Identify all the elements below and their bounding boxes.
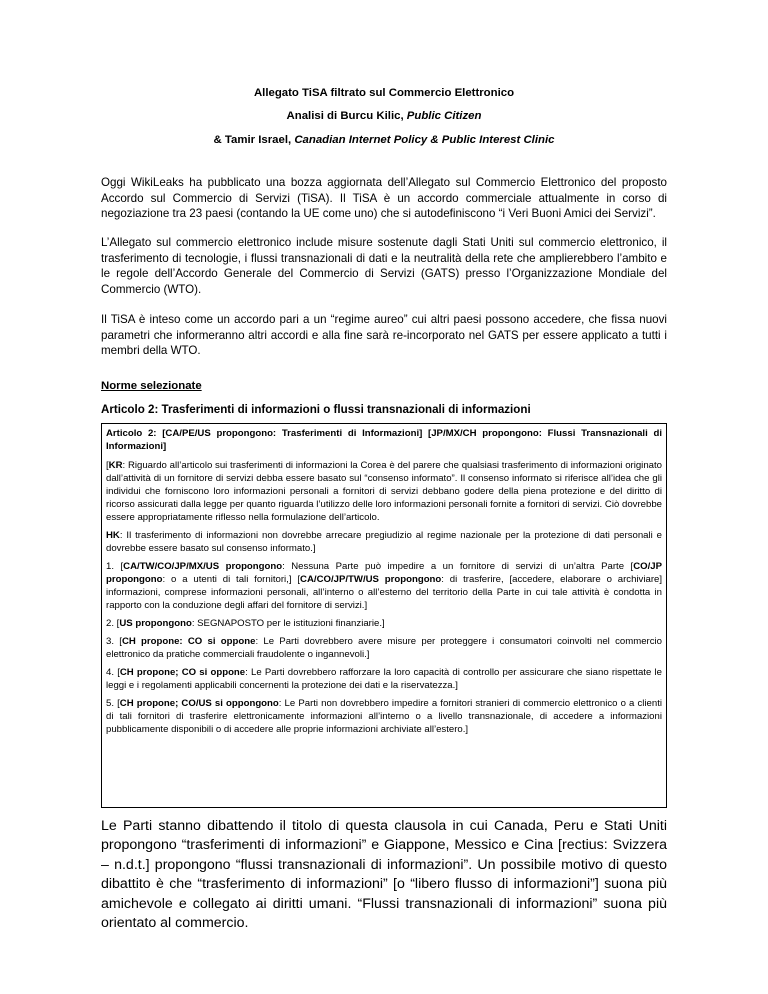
author-2: & Tamir Israel, bbox=[213, 134, 295, 146]
clause-2-proposers: US propongono bbox=[119, 618, 192, 629]
clause-1 bbox=[106, 560, 662, 612]
clause-2-number: 2. [ bbox=[106, 618, 120, 629]
hk-note bbox=[106, 529, 662, 555]
clause-4-number: 4. [ bbox=[106, 667, 120, 678]
kr-tag: KR bbox=[108, 460, 123, 471]
clause-4 bbox=[106, 666, 662, 692]
intro-paragraph-3: Il TiSA è inteso come un accordo pari a un “regime aureo” cui altri paesi possono accedere, che fissa nuovi parametri che informeranno altri accordi e alla fine sarà re-incorporato nel GATS per essere applicato a tutti i membri della WTO. bbox=[101, 313, 667, 358]
clause-5-proposers: CH propone; CO/US si oppongono bbox=[119, 698, 279, 709]
author-1: Analisi di Burcu Kilic, bbox=[286, 110, 407, 122]
clause-5 bbox=[106, 697, 662, 736]
clause-3-proposers: CH propone: CO si oppone bbox=[121, 636, 256, 647]
intro-paragraph-1: Oggi WikiLeaks ha pubblicato una bozza aggiornata dell’Allegato sul Commercio Elettronico del proposto Accordo sul Commercio di Servizi (TiSA). Il TiSA è un accordo commerciale attualmente in corso di negoziazione tra 23 paesi (contando la UE come uno) che si autodefiniscono “i Veri Buoni Amici dei Servizi”. bbox=[101, 176, 667, 221]
kr-note: [KR: Riguardo all’articolo sui trasferimenti di informazioni la Corea è del parere che qualsiasi trasferimento di informazioni originato dall’attività di un fornitore di servizi debba essere basato sul “consenso informato”. Il consenso informato si riferisce all’idea che gli individui che forniscono loro informazioni personali a fornitori di servizi debbano godere della piena protezione e del diritto di ricorso assicurati dalla legge per quanto riguarda l’utilizzo delle loro informazioni personali fornite a fornitori di servizi. Ciò dovrebbe essere appropriatamente riflesso nella formulazione dell’articolo. bbox=[106, 460, 662, 523]
kr-text: : Riguardo all’articolo sui trasferimenti di informazioni la Corea è del parere che qualsiasi trasferimento di informazioni originato dall’attività di un fornitore di servizi debba essere basato sul “consenso informato”. Il consenso informato si riferisce all’idea che gli individui che forniscono loro informazioni personali a fornitori di servizi debbano godere della piena protezione e del diritto di ricorso assicurati dalla legge per quanto riguarda l’utilizzo delle loro informazioni personali fornite a fornitori di servizi. Ciò dovrebbe essere appropriatamente riflesso nella formulazione dell’articolo. bbox=[106, 460, 662, 523]
clause-3 bbox=[106, 635, 662, 661]
clause-1-text-c: : di trasferire, [accedere, elaborare o archiviare] informazioni, comprese informazioni personali, all’interno o all’esterno del territorio della Parte in cui tale attività è condotta in rapporto con la conduzione degli affari del fornitore di servizi.] bbox=[106, 574, 663, 611]
closing-paragraph: Le Parti stanno dibattendo il titolo di questa clausola in cui Canada, Peru e Stati Uniti propongono “trasferimenti di informazioni” e Giappone, Messico e Cina [rectius: Svizzera – n.d.t.] propongono “flussi transnazionali di informazioni”. Un possibile motivo di questo dibattito è che “trasferimento di informazioni” [o “libero flusso di informazioni”] suona più amichevole e collegato ai diritti umani. “Flussi transnazionali di informazioni” suona più orientato al commercio. bbox=[101, 818, 667, 932]
section-title: Norme selezionate bbox=[101, 380, 202, 392]
hk-text: : Il trasferimento di informazioni non dovrebbe arrecare pregiudizio al regime nazionale per la protezione di dati personali e dovrebbe essere basato sul consenso informato.] bbox=[106, 530, 662, 554]
article-text-box bbox=[101, 423, 667, 808]
clause-4-proposers: CH propone; CO si oppone bbox=[119, 667, 246, 678]
clause-1-text-a: : Nessuna Parte può impedire a un fornitore di servizi di un’altra Parte [ bbox=[282, 561, 634, 572]
clause-4-text: : Le Parti dovrebbero rafforzare la loro capacità di controllo per assicurare che siano rispettate le leggi e i regolamenti applicabili concernenti la protezione dei dati e la riservatezza.] bbox=[106, 667, 662, 691]
clause-1-proposers-2: CO/JP propongono bbox=[106, 561, 662, 585]
clause-1-proposers: CA/TW/CO/JP/MX/US propongono bbox=[123, 561, 283, 572]
intro-paragraph-2: L’Allegato sul commercio elettronico include misure sostenute dagli Stati Uniti sul commercio elettronico, il trasferimento di tecnologie, i flussi transnazionali di dati e la neutralità della rete che amplierebbero l’ambito e le regole dell’Accordo Generale del Commercio di Servizi (GATS) presso l’Organizzazione Mondiale del Commercio (WTO). bbox=[101, 236, 667, 296]
hk-tag: HK bbox=[106, 530, 120, 541]
clause-5-number: 5. [ bbox=[106, 698, 120, 709]
clause-3-number: 3. [ bbox=[106, 636, 122, 647]
article-title: Articolo 2: Trasferimenti di informazioni o flussi transnazionali di informazioni bbox=[101, 403, 531, 416]
author-2-org: Canadian Internet Policy & Public Interest Clinic bbox=[294, 134, 555, 146]
clause-1-text-b: : o a utenti di tali fornitori,] [ bbox=[162, 574, 301, 585]
author-line-1 bbox=[101, 109, 667, 123]
document-title: Allegato TiSA filtrato sul Commercio Elettronico bbox=[253, 87, 515, 99]
clause-2 bbox=[106, 617, 662, 630]
clause-5-text: : Le Parti non dovrebbero impedire a fornitori stranieri di commercio elettronico o a clienti di tali fornitori di trasferire elettronicamente informazioni all’interno o a livello transnazionale, di accedere a informazioni pubblicamente disponibili o di accedere alle proprie informazioni archiviate all’estero.] bbox=[106, 698, 662, 735]
author-1-org: Public Citizen bbox=[406, 110, 482, 122]
clause-1-proposers-3: CA/CO/JP/TW/US propongono bbox=[300, 574, 442, 585]
clause-1-number: 1. [ bbox=[106, 561, 124, 572]
box-title: Articolo 2: [CA/PE/US propongono: Trasferimenti di Informazioni] [JP/MX/CH propongono: Flussi Transnazionali di Informazioni] bbox=[106, 428, 662, 452]
author-line-2 bbox=[101, 133, 667, 147]
clause-3-text: : Le Parti dovrebbero avere misure per proteggere i consumatori coinvolti nel commercio elettronico da pratiche commerciali fraudolente o ingannevoli.] bbox=[106, 636, 662, 660]
clause-2-text: : SEGNAPOSTO per le istituzioni finanziarie.] bbox=[191, 618, 385, 629]
